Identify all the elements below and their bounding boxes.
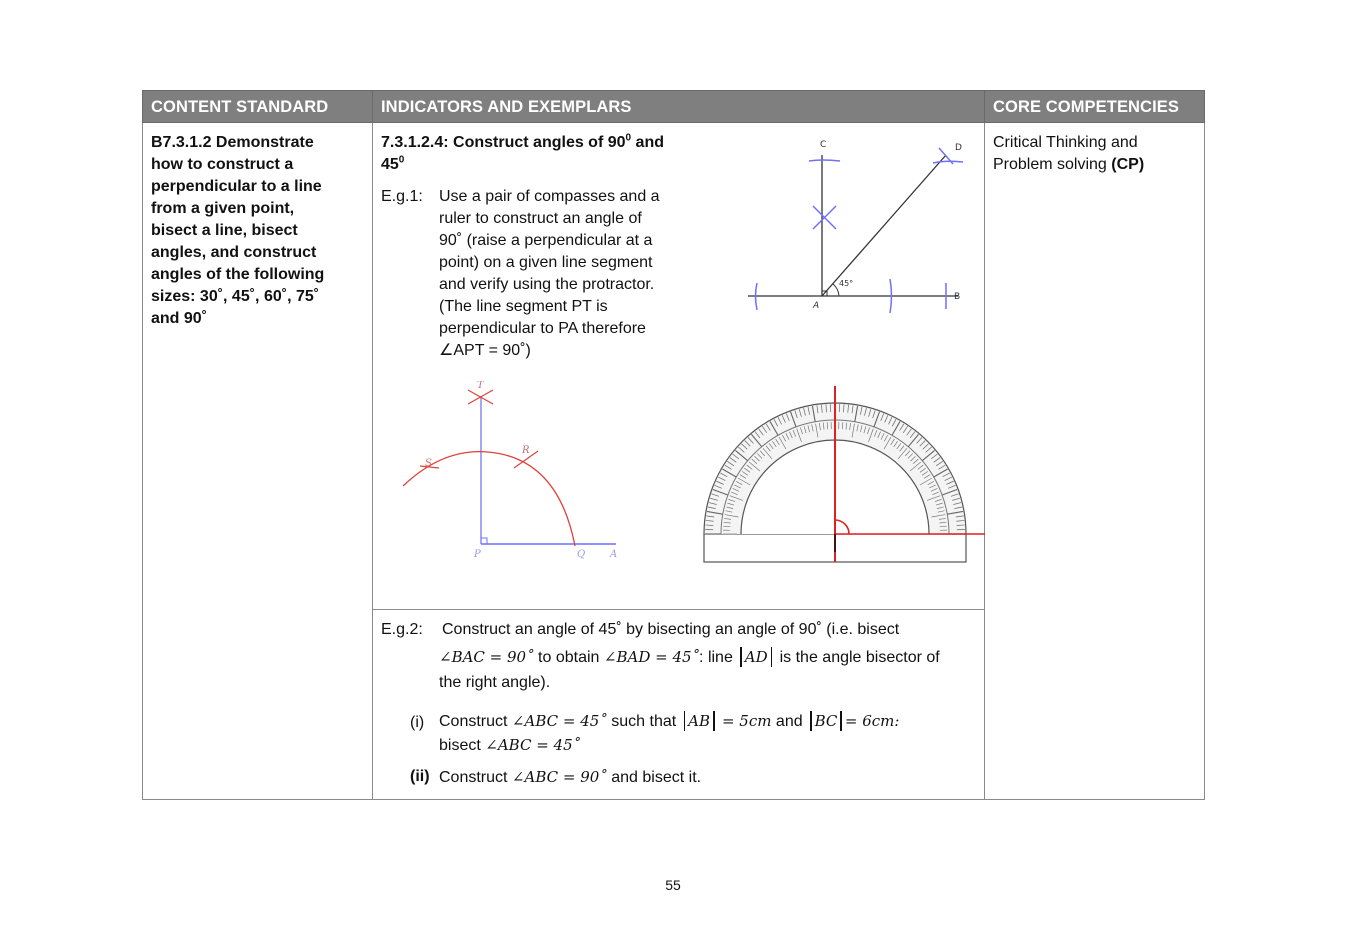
standard-line: angles of the following: [151, 266, 325, 283]
header-indicators: INDICATORS AND EXEMPLARS: [373, 91, 985, 123]
page-number: 55: [665, 877, 681, 893]
table-row: [143, 123, 1205, 800]
standard-line: bisect a line, bisect: [151, 222, 298, 239]
standard-line: angles, and construct: [151, 244, 317, 261]
eg2-line3: the right angle).: [439, 674, 551, 691]
label-a-perp: A: [610, 549, 618, 560]
label-q: Q: [577, 549, 586, 560]
item-ii-label: (ii): [410, 768, 430, 785]
header-row: [143, 91, 1205, 123]
eg2-label: E.g.2:: [381, 621, 423, 638]
header-content-standard: CONTENT STANDARD: [143, 91, 373, 123]
content-standard-cell: [143, 123, 373, 800]
item-i-line2: bisect ∠ABC = 45˚: [439, 736, 581, 754]
eg2-line1: Construct an angle of 45˚ by bisecting an angle of 90˚ (i.e. bisect: [442, 621, 900, 638]
standard-line: sizes: 30˚, 45˚, 60˚, 75˚: [151, 288, 320, 305]
label-a: A: [813, 301, 820, 311]
competency-line: Problem solving (CP): [993, 156, 1145, 173]
standard-line: from a given point,: [151, 200, 295, 217]
eg1-line: (The line segment PT is: [439, 298, 608, 315]
label-c: C: [820, 140, 827, 150]
eg2-line2: ∠BAC = 90˚ to obtain ∠BAD = 45˚: line AD is the angle bisector of: [439, 648, 940, 666]
eg1-line: Use a pair of compasses and a: [439, 188, 660, 205]
eg1-line: 90˚ (raise a perpendicular at a: [439, 232, 653, 249]
curriculum-table: [142, 90, 1205, 800]
indicator-lower-section: [373, 610, 984, 799]
label-b: B: [954, 292, 961, 302]
indicator-upper-section: [373, 123, 984, 610]
label-s: S: [425, 458, 432, 469]
angle-45-construction-diagram: [743, 133, 973, 318]
label-r: R: [522, 445, 530, 456]
item-ii-line: Construct ∠ABC = 90˚ and bisect it.: [439, 768, 702, 786]
label-t: T: [477, 381, 484, 391]
protractor-diagram: [703, 386, 985, 566]
perpendicular-construction-diagram: [398, 381, 628, 561]
core-competencies-cell: [985, 123, 1205, 800]
header-core-competencies: CORE COMPETENCIES: [985, 91, 1205, 123]
label-d: D: [955, 143, 962, 153]
eg1-line: and verify using the protractor.: [439, 276, 655, 293]
eg1-line: ∠APT = 90˚): [439, 342, 531, 359]
standard-line: how to construct a: [151, 156, 294, 173]
label-p: P: [474, 549, 481, 560]
standard-line: and 90˚: [151, 310, 208, 327]
item-i-label: (i): [410, 714, 425, 731]
competency-line: Critical Thinking and: [993, 134, 1138, 151]
eg1-line: ruler to construct an angle of: [439, 210, 642, 227]
eg1-text: [439, 186, 739, 362]
eg1-line: point) on a given line segment: [439, 254, 653, 271]
eg1-line: perpendicular to PA therefore: [439, 320, 646, 337]
indicator-title: 7.3.1.2.4: Construct angles of $90^0$ and $45^0$: [381, 132, 664, 173]
label-angle-45: 45°: [839, 279, 854, 288]
item-i-line1: Construct ∠ABC = 45˚ such that AB = 5cm and BC = 6cm:: [439, 712, 900, 730]
standard-line: perpendicular to a line: [151, 178, 322, 195]
indicators-cell: [373, 123, 985, 800]
standard-line: B7.3.1.2 Demonstrate: [151, 134, 314, 151]
eg1-label: E.g.1:: [381, 188, 423, 205]
